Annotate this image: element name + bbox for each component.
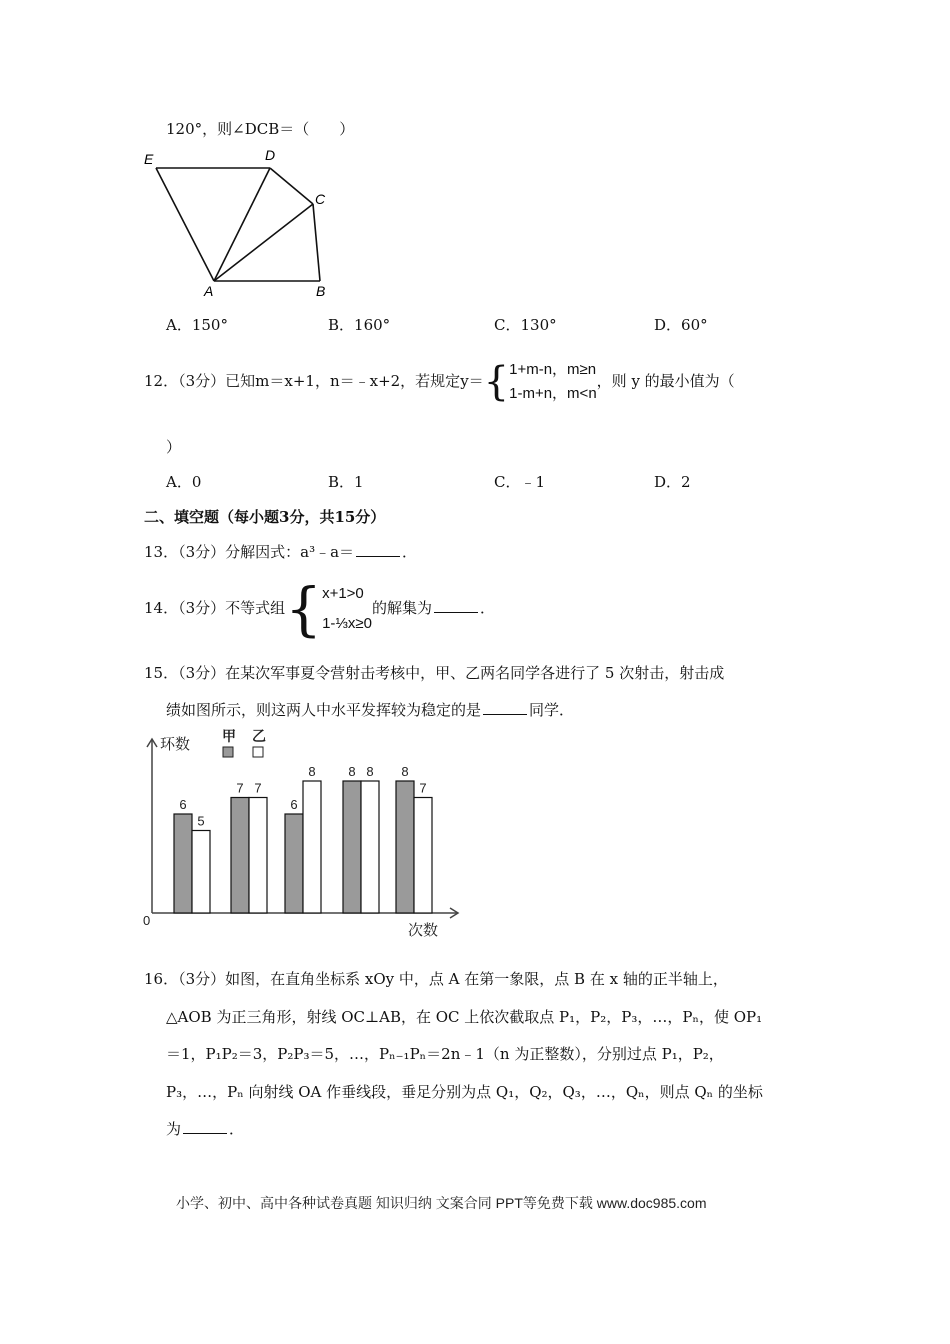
q13-end: ．	[402, 543, 418, 561]
label-c: C	[315, 191, 326, 207]
q12-case-2: 1-m+n，m<n	[509, 385, 597, 402]
q13-answer-blank[interactable]	[356, 542, 400, 557]
q15-line-2	[166, 699, 574, 720]
q15-answer-blank[interactable]	[483, 700, 527, 715]
q16-number: 16．	[144, 970, 179, 988]
q13-number: 13．	[144, 543, 179, 561]
label-d: D	[265, 148, 276, 163]
q15-score: （3分）	[178, 664, 226, 682]
bar-label-jia-2: 7	[236, 780, 244, 796]
legend-label-2: 乙	[252, 728, 266, 744]
bar-jia-2	[231, 798, 249, 914]
q14-case-1: x+1>0	[322, 585, 364, 602]
legend-label-1: 甲	[222, 728, 236, 744]
q12-option-d[interactable]: D．2	[654, 473, 691, 491]
q16-score: （3分）	[178, 970, 226, 988]
q12-number: 12．	[144, 372, 179, 390]
q12-cases	[509, 358, 597, 406]
q12-close-paren: ）	[166, 438, 182, 456]
q13-question	[144, 541, 417, 562]
bar-yi-4	[361, 781, 379, 913]
label-b: B	[316, 283, 326, 298]
q12-option-c[interactable]: C．﹣1	[494, 473, 546, 491]
q15-number: 15．	[144, 664, 179, 682]
q12-option-a[interactable]: A．0	[166, 473, 202, 491]
q14-cases	[322, 579, 372, 639]
bar-label-yi-3: 8	[308, 764, 316, 779]
q15-bar-chart	[140, 725, 470, 940]
q14-text: 不等式组	[225, 599, 286, 617]
label-e: E	[144, 151, 154, 167]
q14-end: ．	[480, 599, 496, 617]
bar-label-yi-4: 8	[366, 764, 374, 779]
legend-swatch-2	[253, 747, 263, 757]
q11-figure	[140, 148, 340, 298]
q11-option-d[interactable]: D．60°	[654, 316, 708, 334]
q16-line-4: P₃，…，Pₙ 向射线 OA 作垂线段，垂足分别为点 Q₁，Q₂，Q₃，…，Qₙ，则点 Qₙ 的坐标	[166, 1083, 763, 1101]
bar-label-yi-2: 7	[254, 780, 262, 796]
q16-line-1	[144, 968, 728, 989]
q12-text-b: ，则 y 的最小值为（	[596, 372, 735, 390]
q16-end: ．	[229, 1120, 245, 1138]
q16-text-5: 为	[166, 1120, 182, 1138]
page-footer: 小学、初中、高中各种试卷真题 知识归纳 文案合同 PPT等免费下载 www.doc985.com	[176, 1195, 707, 1211]
q15-text-2a: 绩如图所示，则这两人中水平发挥较为稳定的是	[166, 701, 482, 719]
q12-brace: {	[483, 359, 510, 405]
q16-line-2: △AOB 为正三角形，射线 OC⊥AB，在 OC 上依次截取点 P₁，P₂，P₃，…，Pₙ，使 OP₁	[166, 1008, 763, 1026]
section-2-title: 二、填空题（每小题3分，共15分）	[144, 508, 386, 526]
q12-m-def: m＝x+1，n＝﹣x+2，若规定	[255, 372, 461, 390]
bar-jia-4	[343, 781, 361, 913]
q16-text-1: 如图，在直角坐标系 xOy 中，点 A 在第一象限，点 B 在 x 轴的正半轴上，	[225, 970, 728, 988]
bar-label-jia-4: 8	[348, 764, 356, 779]
q14-number: 14．	[144, 599, 179, 617]
bar-jia-1	[174, 814, 192, 913]
q12-y-eq: y＝	[460, 372, 484, 390]
origin-label: 0	[143, 913, 151, 928]
x-axis-label: 次数	[408, 922, 439, 939]
q15-text-2b: 同学．	[529, 701, 575, 719]
bar-jia-3	[285, 814, 303, 913]
q12-case-1: 1+m-n，m≥n	[509, 361, 597, 378]
legend-swatch-1	[223, 747, 233, 757]
bar-yi-1	[192, 831, 210, 914]
bar-label-yi-5: 7	[419, 780, 427, 796]
bar-jia-5	[396, 781, 414, 913]
bar-label-yi-1: 5	[197, 813, 205, 829]
q16-line-5	[166, 1118, 244, 1139]
q11-option-c[interactable]: C．130°	[494, 316, 557, 334]
q14-question	[144, 574, 495, 642]
label-a: A	[204, 283, 214, 298]
q14-brace: {	[285, 575, 323, 643]
bar-label-jia-5: 8	[401, 764, 409, 779]
q15-line-1	[144, 662, 724, 683]
bar-yi-3	[303, 781, 321, 913]
bar-yi-5	[414, 798, 432, 914]
q12-option-b[interactable]: B．1	[328, 473, 364, 491]
q14-answer-blank[interactable]	[434, 598, 478, 613]
q16-answer-blank[interactable]	[183, 1119, 227, 1134]
q16-line-3: ＝1，P₁P₂＝3，P₂P₃＝5，…，Pₙ₋₁Pₙ＝2n﹣1（n 为正整数），分别过点 P₁，P₂，	[166, 1045, 724, 1063]
q13-text: 分解因式：a³﹣a＝	[225, 543, 355, 561]
q12-question	[144, 356, 735, 406]
q12-score: （3分）	[178, 372, 226, 390]
q14-tail: 的解集为	[371, 599, 432, 617]
q14-case-2: 1-⅓x≥0	[322, 615, 372, 632]
q15-text-1: 在某次军事夏令营射击考核中，甲、乙两名同学各进行了 5 次射击，射击成	[225, 664, 725, 682]
q11-option-b[interactable]: B．160°	[328, 316, 391, 334]
q13-score: （3分）	[178, 543, 226, 561]
y-axis-label: 环数	[160, 736, 191, 753]
q11-option-a[interactable]: A．150°	[166, 316, 228, 334]
q11-stem-tail: 120°，则∠DCB＝（ ）	[166, 120, 355, 138]
q12-text-a: 已知	[225, 372, 256, 390]
bar-yi-2	[249, 798, 267, 914]
bar-label-jia-3: 6	[290, 797, 298, 812]
q14-score: （3分）	[178, 599, 226, 617]
bar-label-jia-1: 6	[179, 797, 187, 812]
